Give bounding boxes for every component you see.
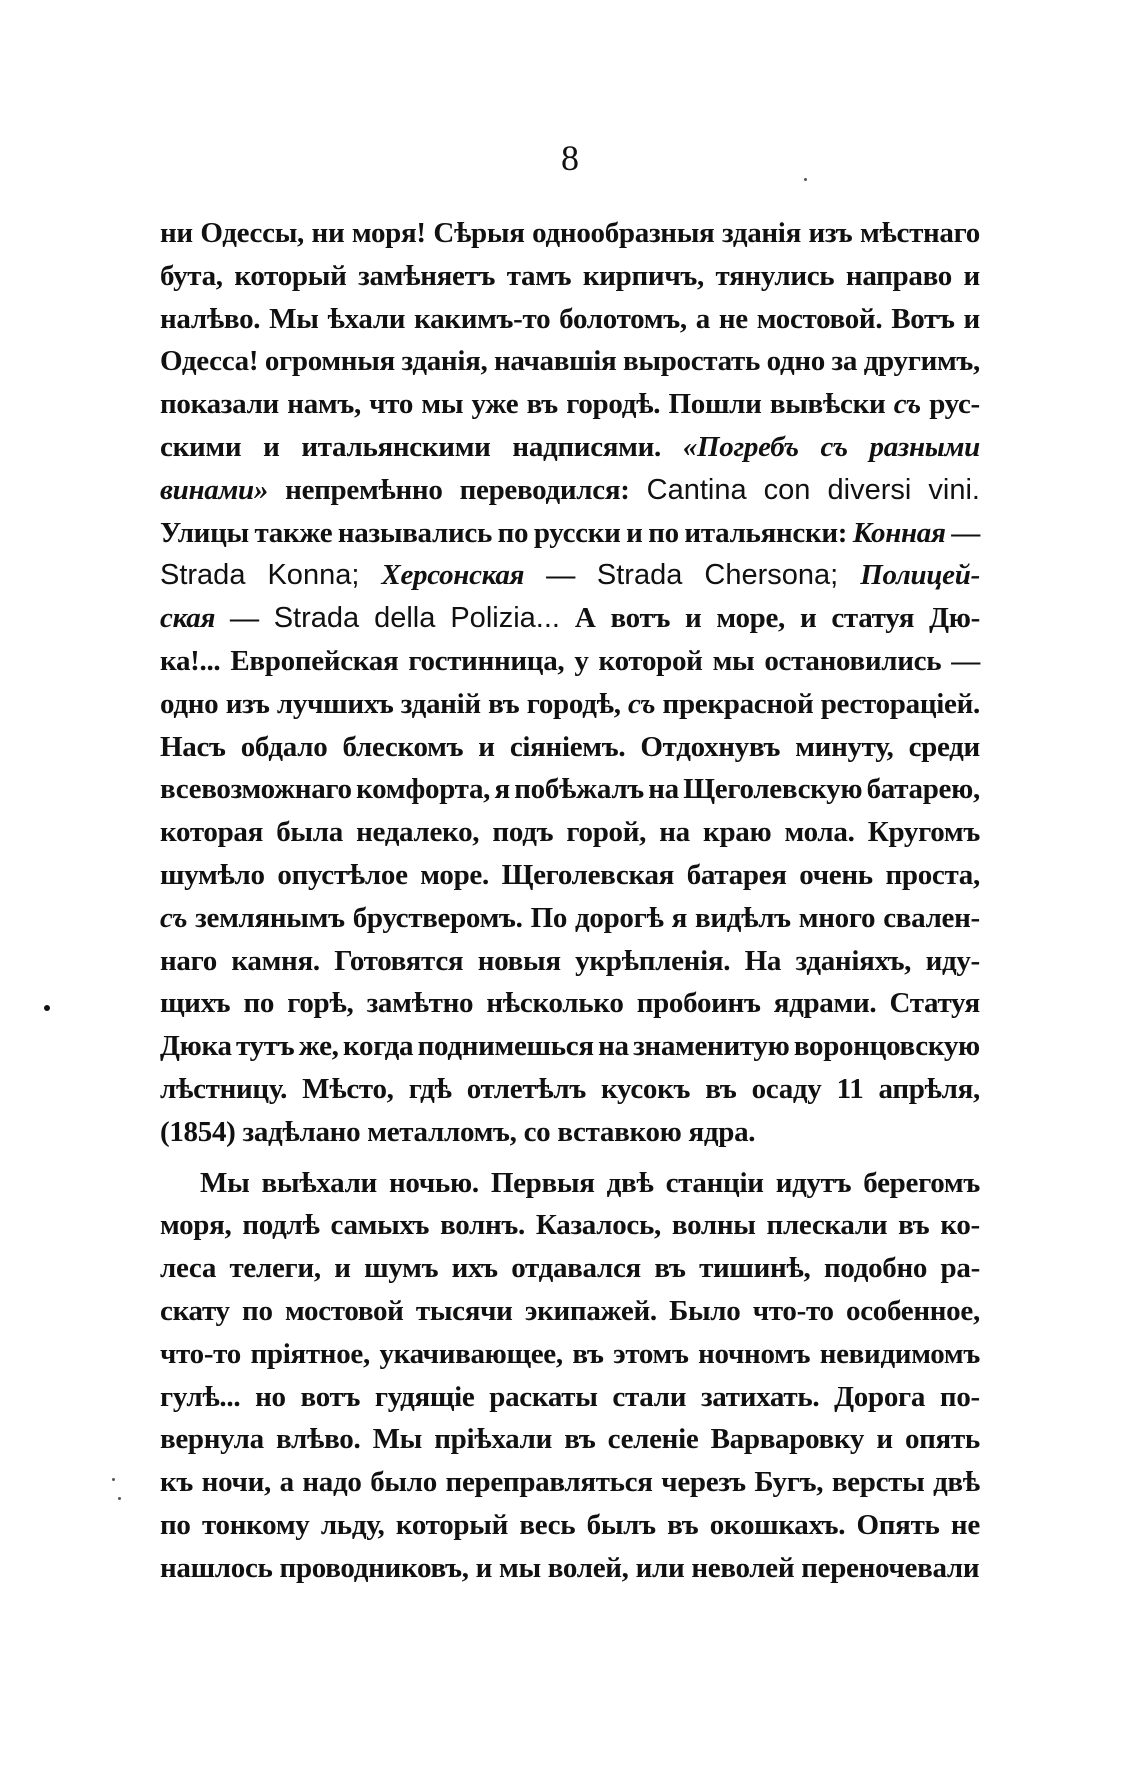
text-line: (1854) задѣлано металломъ, со вставкою ядра. (160, 1115, 756, 1148)
text-line: нашлось проводниковъ, и мы волей, или неволей переночевали (160, 1551, 980, 1584)
text-line: наго камня. Готовятся новыя укрѣпленія. На зданіяхъ, иду- (160, 944, 980, 977)
paragraph-gap (160, 1154, 980, 1162)
text-line: показали намъ, что мы уже въ городѣ. Пошли вывѣски съ рус- (160, 388, 980, 421)
text-line: Насъ обдало блескомъ и сіяніемъ. Отдохнувъ минуту, среди (160, 730, 980, 763)
paper-speck (804, 178, 807, 181)
text-line: съ землянымъ брустверомъ. По дорогѣ я видѣлъ много свален- (160, 901, 980, 934)
text-line: щихъ по горѣ, замѣтно нѣсколько пробоинъ ядрами. Статуя (160, 987, 980, 1020)
paper-speck (112, 1478, 115, 1481)
stray-dot (44, 1005, 50, 1011)
page-body (160, 212, 980, 1590)
page-number: 8 (561, 138, 579, 178)
text-line: бута, который замѣняетъ тамъ кирпичъ, тянулись направо и (160, 259, 980, 292)
text-line: которая была недалеко, подъ горой, на краю мола. Кругомъ (160, 816, 980, 849)
text-line: всевозможнаго комфорта, я побѣжалъ на Щеголевскую батарею, (160, 773, 980, 806)
text-line: ская — Strada della Polizia... А вотъ и море, и статуя Дю- (160, 602, 980, 635)
text-line: что-то пріятное, укачивающее, въ этомъ ночномъ невидимомъ (160, 1337, 980, 1370)
text-line: моря, подлѣ самыхъ волнъ. Казалось, волны плескали въ ко- (160, 1209, 980, 1242)
text-line: лѣстницу. Мѣсто, гдѣ отлетѣлъ кусокъ въ осаду 11 апрѣля, (160, 1072, 980, 1105)
text-line: Одесса! огромныя зданія, начавшія выростать одно за другимъ, (160, 345, 980, 378)
text-line: Дюка тутъ же, когда поднимешься на знаменитую воронцовскую (160, 1030, 980, 1063)
text-line: скими и итальянскими надписями. «Погребъ съ разными (160, 430, 980, 463)
text-line: леса телеги, и шумъ ихъ отдавался въ тишинѣ, подобно ра- (160, 1252, 980, 1285)
text-line: налѣво. Мы ѣхали какимъ-то болотомъ, а не мостовой. Вотъ и (160, 302, 980, 335)
text-line: винами» непремѣнно переводился: Cantina con diversi vini. (160, 473, 980, 506)
text-line: скату по мостовой тысячи экипажей. Было что-то особенное, (160, 1294, 980, 1327)
paragraph (160, 212, 980, 1154)
text-line: Улицы также назывались по русски и по итальянски: Конная — (160, 516, 980, 549)
text-line: шумѣло опустѣлое море. Щеголевская батарея очень проста, (160, 858, 980, 891)
paragraph (160, 1162, 980, 1590)
text-line: Мы выѣхали ночью. Первыя двѣ станціи идутъ берегомъ (200, 1166, 980, 1199)
text-line: къ ночи, а надо было переправляться черезъ Бугъ, версты двѣ (160, 1466, 980, 1499)
text-line: вернула влѣво. Мы пріѣхали въ селеніе Варваровку и опять (160, 1423, 980, 1456)
text-line: ка!... Европейская гостинница, у которой мы остановились — (160, 644, 980, 677)
text-line: одно изъ лучшихъ зданій въ городѣ, съ прекрасной ресторацiей. (160, 687, 980, 720)
text-line: гулѣ... но вотъ гудящіе раскаты стали затихать. Дорога по- (160, 1380, 980, 1413)
text-line: Strada Konna; Херсонская — Strada Chersona; Полицей- (160, 559, 980, 592)
text-line: по тонкому льду, который весь былъ въ окошкахъ. Опять не (160, 1508, 980, 1541)
text-line: ни Одессы, ни моря! Сѣрыя однообразныя зданія изъ мѣстнаго (160, 217, 980, 249)
paper-speck (118, 1497, 121, 1500)
